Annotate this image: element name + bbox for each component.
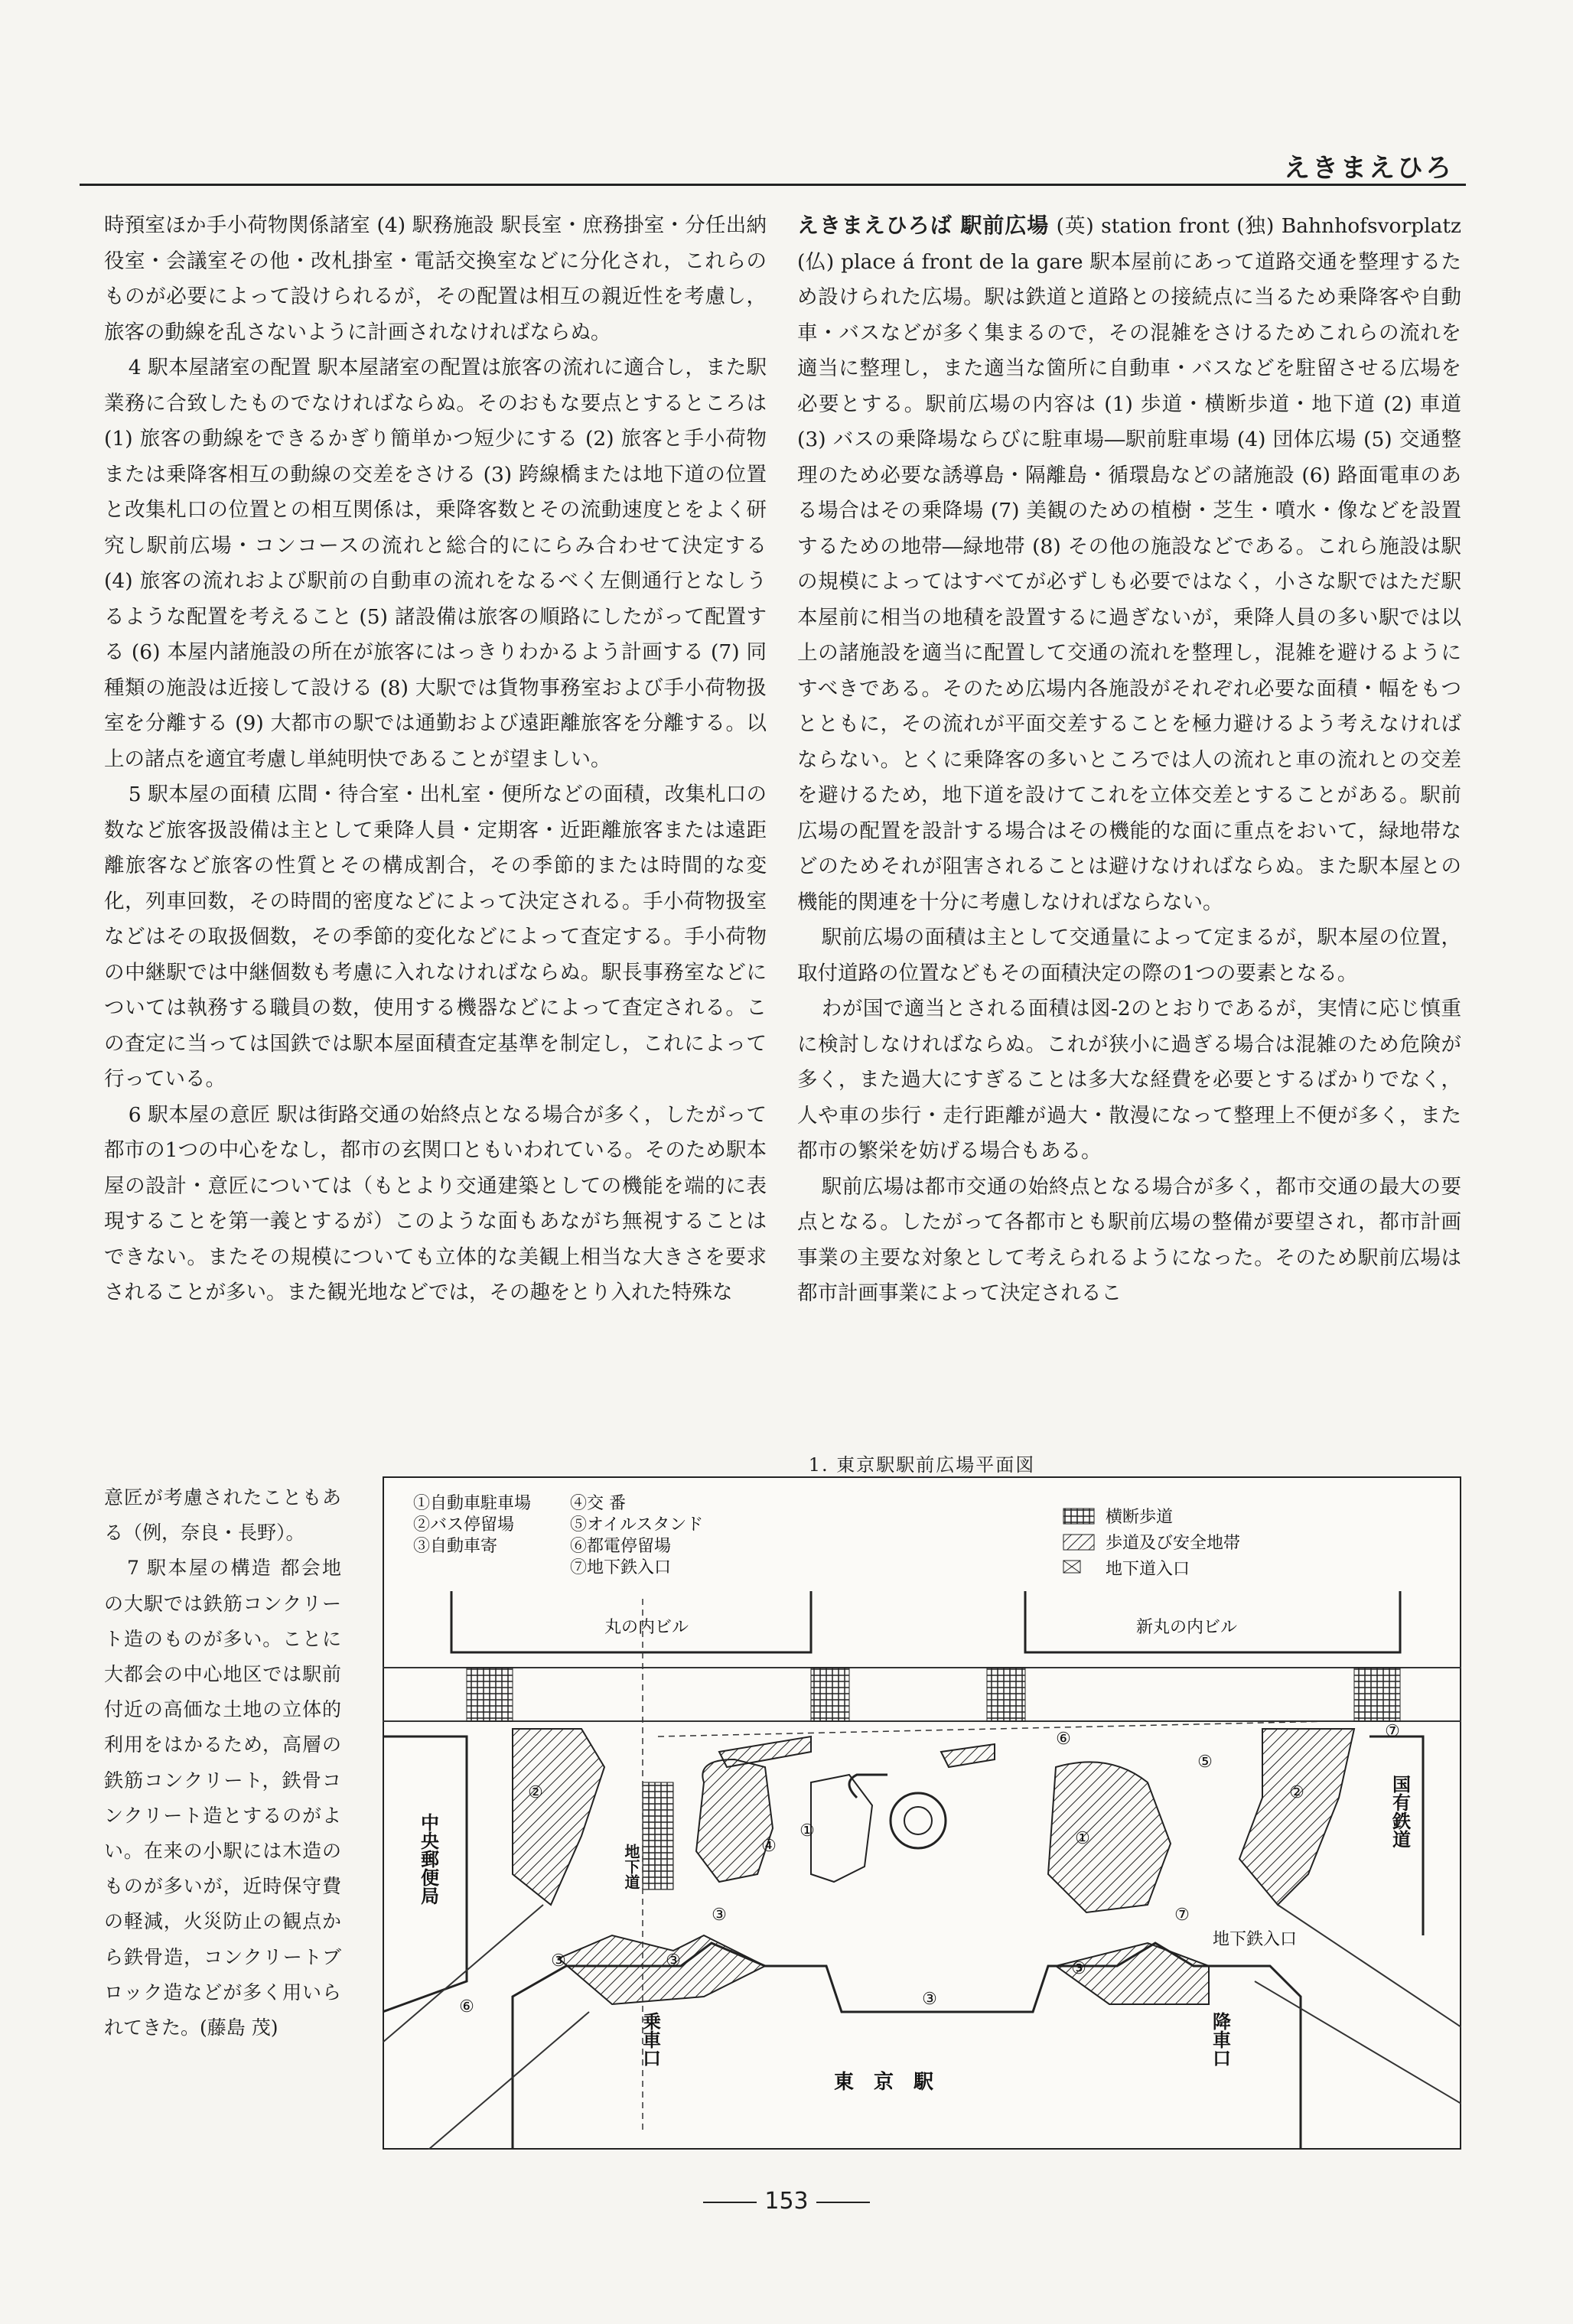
paragraph: わが国で適当とされる面積は図-2のとおりであるが，実情に応じ慎重に検討しなければならぬ。これが狭小に過ぎる場合は混雑のため危険が多く，また過大にすぎることは多大な経費を必要とするばかりでなく，人や車の歩行・走行距離が過大・散漫になって整理上不便が多く，また都市の繁栄を妨げる場合もある。 — [797, 997, 1461, 1163]
marker: ② — [528, 1783, 543, 1802]
marker: ① — [1075, 1829, 1090, 1848]
page-number: 153 — [0, 2188, 1573, 2215]
paragraph: 6 駅本屋の意匠 駅は街路交通の始終点となる場合が多く，したがって都市の1つの中心をなし，都市の玄関口ともいわれている。そのため駅本屋の設計・意匠については（もとより交通建築としての機能を端的に表現することを第一義とするが）このような面もあながち無視することはできない。またその規模についても立体的な美観上相当な大きさを要求されることが多い。また観光地などでは，その趣をとり入れた特殊な — [104, 1102, 767, 1304]
marker: ⑥ — [1056, 1730, 1071, 1749]
index-header: えきまえひろ — [1284, 153, 1454, 184]
marker: ④ — [761, 1837, 777, 1856]
entry-text: (英) station front (独) Bahnhofsvorplatz (仏) place á front de la gare 駅本屋前にあって道路交通を整理するため設けられた広場。駅は鉄道と道路との接続点に当るため乗降客や自動車・バスなどが多く集まるので，その混雑をさけるためこれらの流れを適当に整理し，また適当な箇所に自動車・バスなどを駐留させる広場を必要とする。駅前広場の内容は (1) 歩道・横断歩道・地下道 (2) 車道 (3) バスの乗降場ならびに駐車場―駅前駐車場 (4) 団体広場 (5) 交通整理のため必要な誘導島・隔離島・循環島などの諸施設 (6) 路面電車のある場合はその乗降場 (7) 美観のための植樹・芝生・噴水・像などを設置するための地帯―緑地帯 (8) その他の施設などである。これら施設は駅の規模によってはすべてが必ずしも必要ではなく，小さな駅ではただ駅本屋前に相当の地積を設置するに過ぎないが，乗降人員の多い駅では以上の諸施設を適当に配置して交通の流れを整理し，混雑を避けるようにすべきである。そのため広場内各施設がそれぞれ必要な面積・幅をもつとともに，その流れが平面交差することを極力避けるよう考えなければならない。とくに乗降客の多いところでは人の流れと車の流れとの交差を避けるため，地下道を設けてこれを立体交差とすることがある。駅前広場の配置を設計する場合はその機能的な面に重点をおいて，緑地帯などのためそれが阻害されることは避けなければならぬ。また駅本屋との機能的関連を十分に考慮しなければならない。 — [797, 214, 1461, 914]
right-column — [797, 208, 1461, 1312]
legend-item: ①自動車駐車場 — [413, 1494, 532, 1513]
header-rule — [80, 184, 1466, 186]
legend-crosswalk: 横断歩道 — [1106, 1508, 1174, 1527]
marker: ⑤ — [1197, 1753, 1213, 1772]
marker: ⑥ — [459, 1997, 474, 2016]
label-kokutetsu: 国有鉄道 — [1389, 1775, 1412, 1848]
legend-item: ②バス停留場 — [413, 1515, 515, 1535]
legend-sidewalk: 歩道及び安全地帯 — [1106, 1534, 1241, 1553]
station-plaza-plan — [383, 1476, 1461, 2150]
marker: ⑦ — [1174, 1906, 1190, 1925]
marker: ② — [1289, 1783, 1304, 1802]
left-column — [104, 208, 767, 1311]
island-left — [696, 1759, 773, 1882]
marker: ③ — [1071, 1959, 1086, 1978]
label-tokyo-station: 東 京 駅 — [834, 2071, 934, 2094]
left-narrow-column — [104, 1480, 341, 2046]
figure-caption: 1. 東京駅駅前広場平面図 — [808, 1454, 1036, 1476]
marker: ① — [800, 1821, 815, 1841]
label-chuo-post: 中央郵便局 — [417, 1813, 440, 1905]
paragraph: 駅前広場の面積は主として交通量によって定まるが，駅本屋の位置，取付道路の位置などもその面積決定の際の1つの要素となる。 — [797, 926, 1461, 985]
paragraph: 7 駅本屋の構造 都会地の大駅では鉄筋コンクリート造のものが多い。ことに大都会の中心地区では駅前付近の高価な土地の立体的利用をはかるため，高層の鉄筋コンクリート，鉄骨コンクリート造とするのがよい。在来の小駅には木造のものが多いが，近時保守費の軽減，火災防止の観点から鉄骨造，コンクリートブロック造などが多く用いられてきた。(藤島 茂) — [104, 1557, 341, 2039]
label-chikado: 地下道 — [622, 1844, 640, 1889]
legend-subway-entrance: 地下道入口 — [1106, 1560, 1190, 1579]
legend-item: ④交 番 — [570, 1494, 626, 1513]
paragraph: 駅前広場は都市交通の始終点となる場合が多く，都市交通の最大の要点となる。したがって各都市とも駅前広場の整備が要望され，都市計画事業の主要な対象として考えられるようになった。そのため駅前広場は都市計画事業によって決定されるこ — [797, 1174, 1461, 1305]
paragraph: 意匠が考慮されたこともある（例，奈良・長野）。 — [104, 1486, 341, 1544]
entry-paragraph — [797, 208, 1461, 920]
label-oriba: 降車口 — [1209, 2012, 1232, 2067]
legend-item: ⑦地下鉄入口 — [570, 1558, 672, 1577]
legend-item: ⑤オイルスタンド — [570, 1515, 704, 1535]
label-noriba: 乗車口 — [639, 2012, 662, 2067]
legend-item: ⑥都電停留場 — [570, 1537, 672, 1556]
marker: ③ — [712, 1906, 727, 1925]
marker: ③ — [551, 1951, 566, 1971]
label-shin-marunouchi: 新丸の内ビル — [1136, 1618, 1238, 1637]
paragraph: 4 駅本屋諸室の配置 駅本屋諸室の配置は旅客の流れに適合し，また駅業務に合致したものでなければならぬ。そのおもな要点とするところは (1) 旅客の動線をできるかぎり簡単かつ短少にする (2) 旅客と手小荷物または乗降客相互の動線の交差をさける (3) 跨線橋または地下道の位置と改集札口の位置との相互関係は，乗降客数とその流動速度とをよく研究し駅前広場・コンコースの流れと総合的ににらみ合わせて決定する (4) 旅客の流れおよび駅前の自動車の流れをなるべく左側通行となしうるような配置を考えること (5) 諸設備は旅客の順路にしたがって配置する (6) 本屋内諸施設の所在が旅客にはっきりわかるよう計画する (7) 同種類の施設は近接して設ける (8) 大駅では貨物事務室および手小荷物扱室を分離する (9) 大都市の駅では通勤および遠距離旅客を分離する。以上の諸点を適宜考慮し単純明快であることが望ましい。 — [104, 356, 767, 771]
label-marunouchi: 丸の内ビル — [604, 1618, 689, 1637]
marker: ③ — [666, 1951, 681, 1971]
paragraph: 時預室ほか手小荷物関係諸室 (4) 駅務施設 駅長室・庶務掛室・分任出納役室・会議室その他・改札掛室・電話交換室などに分化され，これらのものが必要によって設けられるが，その配置は相互の親近性を考慮し，旅客の動線を乱さないように計画されなければならぬ。 — [104, 213, 767, 344]
label-subway-entrance: 地下鉄入口 — [1213, 1930, 1298, 1949]
marker: ⑦ — [1385, 1722, 1400, 1741]
legend-item: ③自動車寄 — [413, 1537, 498, 1556]
entry-heading: えきまえひろば 駅前広場 — [797, 213, 1050, 238]
marker: ③ — [922, 1990, 937, 2009]
paragraph: 5 駅本屋の面積 広間・待合室・出札室・便所などの面積，改集札口の数など旅客扱設備は主として乗降人員・定期客・近距離旅客または遠距離旅客など旅客の性質とその構成割合，その季節的または時間的な変化，列車回数，その時間的密度などによって決定される。手小荷物扱室などはその取扱個数，その季節的変化などによって査定する。手小荷物の中継駅では中継個数も考慮に入れなければならぬ。駅長事務室などについては執務する職員の数，使用する機器などによって査定される。この査定に当っては国鉄では駅本屋面積査定基準を制定し，これによって行っている。 — [104, 783, 767, 1091]
